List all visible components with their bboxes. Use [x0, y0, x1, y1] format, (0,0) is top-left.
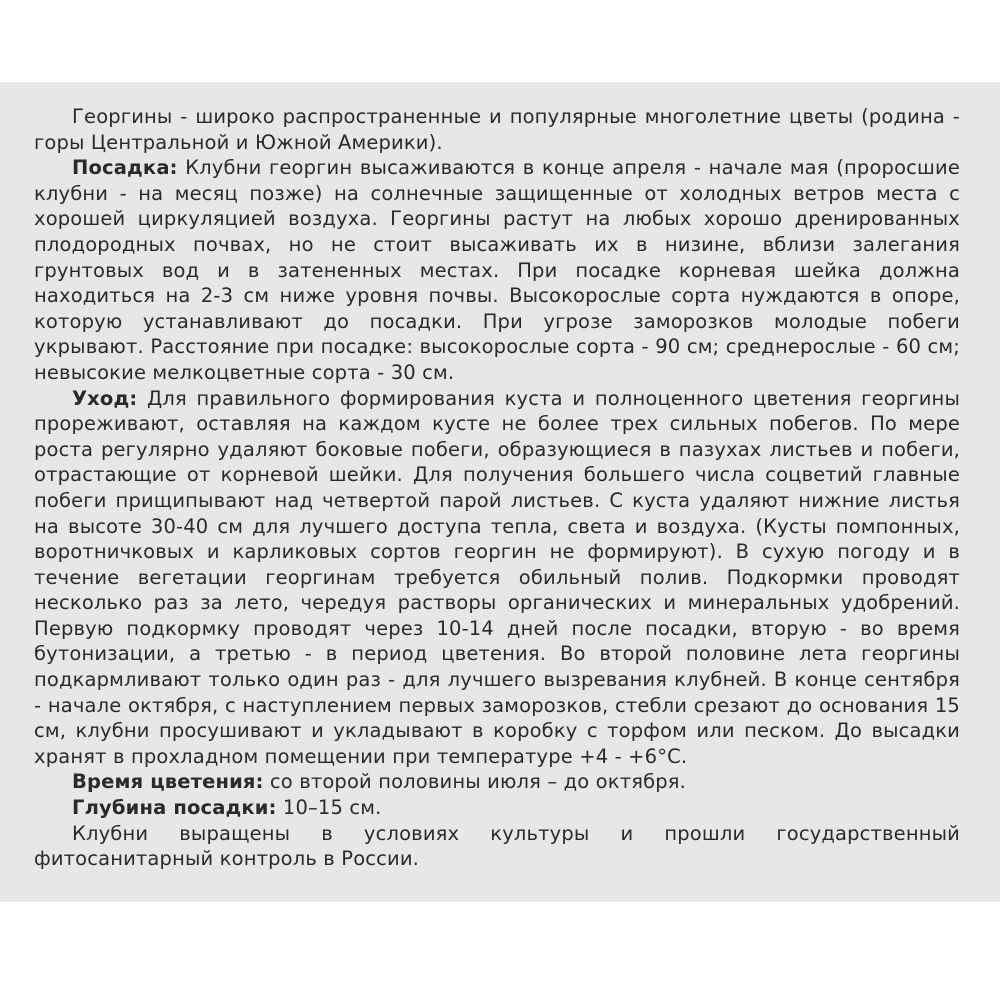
care-label: Уход:: [72, 386, 138, 410]
intro-paragraph: [34, 104, 960, 155]
bloom-time-paragraph: [34, 769, 960, 795]
planting-depth-paragraph: [34, 795, 960, 821]
care-text: Для правильного формирования куста и полноценного цветения георгины прореживают, оставляя на каждом кусте не более трех сильных побегов. По мере роста регулярно удаляют боковые побеги, образующиеся в пазухах листьев и побеги, отрастающие от корневой шейки. Для получения большего числа соцветий главные побеги прищипывают над четвертой парой листьев. С куста удаляют нижние листья на высоте 30-40 см для лучшего доступа тепла, света и воздуха. (Кусты помпонных, воротничковых и карликовых сортов георгин не формируют). В сухую погоду и в течение вегетации георгинам требуется обильный полив. Подкормки проводят несколько раз за лето, чередуя растворы органических и минеральных удобрений. Первую подкормку проводят через 10-14 дней после посадки, вторую - во время бутонизации, а третью - в период цветения. Во второй половине лета георгины подкармливают только один раз - для лучшего вызревания клубней. В конце сентября - начале октября, с наступлением первых заморозков, стебли срезают до основания 15 см, клубни просушивают и укладывают в коробку с торфом или песком. До высадки хранят в прохладном помещении при температуре +4 - +6°С.: [34, 386, 960, 768]
planting-label: Посадка:: [72, 156, 178, 180]
certification-paragraph: [34, 821, 960, 872]
instruction-text: [34, 104, 960, 872]
care-paragraph: [34, 386, 960, 770]
intro-text: Георгины - широко распространенные и популярные многолетние цветы (родина - горы Центральной и Южной Америки).: [34, 105, 960, 154]
planting-depth-label: Глубина посадки:: [72, 796, 277, 820]
planting-depth-text: 10–15 см.: [276, 796, 382, 820]
planting-text: Клубни георгин высаживаются в конце апреля - начале мая (проросшие клубни - на месяц позже) на солнечные защищенные от холодных ветров места с хорошей циркуляцией воздуха. Георгины растут на любых хорошо дренированных плодородных почвах, но не стоит высаживать их в низине, вблизи залегания грунтовых вод и в затененных местах. При посадке корневая шейка должна находиться на 2-3 см ниже уровня почвы. Высокорослые сорта нуждаются в опоре, которую устанавливают до посадки. При угрозе заморозков молодые побеги укрывают. Расстояние при посадке: высокорослые сорта - 90 см; среднерослые - 60 см; невысокие мелкоцветные сорта - 30 см.: [34, 156, 960, 384]
bloom-time-text: со второй половины июля – до октября.: [263, 770, 687, 794]
certification-text: Клубни выращены в условиях культуры и прошли государственный фитосанитарный контроль в России.: [34, 821, 960, 871]
bloom-time-label: Время цветения:: [72, 770, 264, 794]
planting-paragraph: [34, 155, 960, 385]
